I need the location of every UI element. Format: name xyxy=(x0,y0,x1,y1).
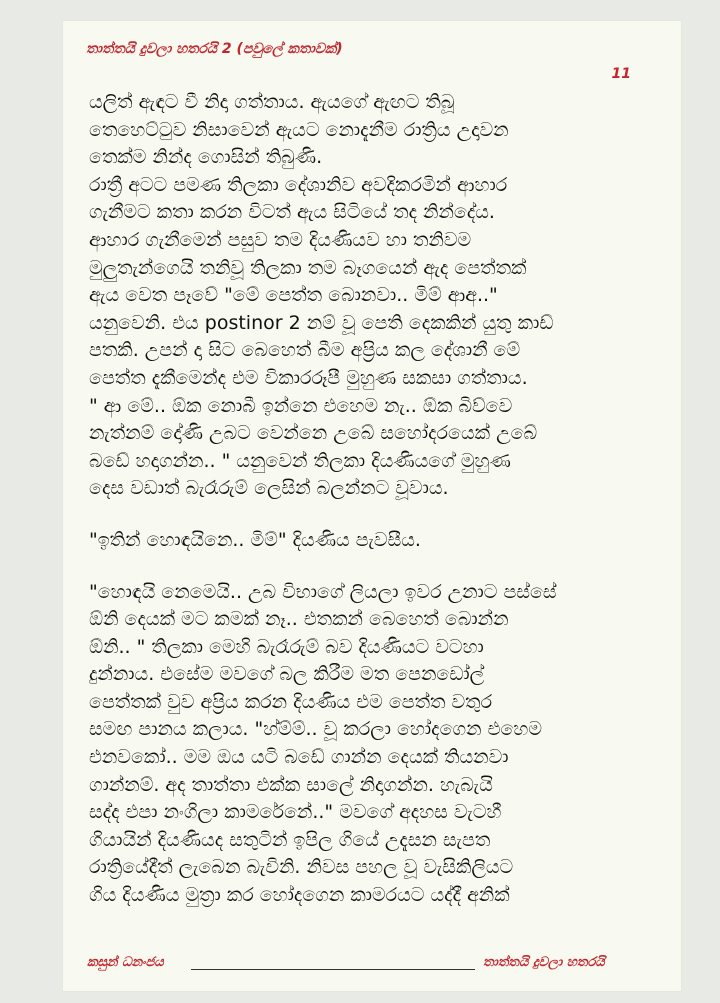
text-line: ඕනි.. " තිලකා මෙහි බැරෑරුම් බව දියණියට වටහා xyxy=(89,635,484,658)
text-line: තෙහෙට්ටුව නිසාවෙන් ඇයට නොදැනීම රාත්‍රිය උදාවන xyxy=(89,118,509,141)
text-line: " ආ මේ.. ඕක නොබී ඉන්නෙ එහෙම නැ.. ඕක බිව්වෙ xyxy=(89,394,513,417)
paragraph xyxy=(89,527,649,555)
paragraph-gap xyxy=(89,503,649,527)
text-line: දෙස වඩාත් බැරෑරුම් ලෙසින් බලන්නට වූවාය. xyxy=(89,477,449,500)
text-line: ගැනීමට කතා කරන විටත් ඇය සිටියේ තද නින්දේය. xyxy=(89,201,495,224)
text-line: යනුවෙනි. එය postinor 2 නම් වූ පෙති දෙකකින් යුතු කාඩ් xyxy=(89,311,554,334)
text-line: සමඟ පානය කලාය. "හ්ම්ම්.. චූ කරලා හෝදගෙන එහෙම xyxy=(89,718,543,741)
text-line: මුලුතැන්ගෙයි තනිවූ තිලකා තම බෑගයෙන් ඇද පෙත්තක් xyxy=(89,256,527,279)
text-line: බඩේ හදාගන්න.. " යනුවෙන් තිලකා දියණියගේ මුහුණ xyxy=(89,449,511,472)
text-line: පතකි. උපන් දා සිට බෙහෙත් බීම අප්‍රිය කල දේශානී මේ xyxy=(89,339,521,362)
text-line: සද්ද එපා නංගිලා කාමරේනේ.." මවගේ අදහස වැටහී xyxy=(89,801,502,824)
text-line: "ඉතින් හොඳයිනෙ.. මිම්" දියණිය පැවසීය. xyxy=(89,528,421,551)
text-line: ගියායින් දියණියද සතුටින් ඉපිල ගියේ උදැසන සැපත xyxy=(89,828,491,851)
text-line: රාත්‍රී අටට පමණ තිලකා දේශානිව අවදිකරමින් ආහාර xyxy=(89,173,508,196)
page-number: 11 xyxy=(611,66,631,82)
story-body xyxy=(89,89,649,910)
footer-rule xyxy=(191,969,475,970)
header-title: තාත්තයි දුවලා හතරයි 2 (පවුලේ කතාවක්) xyxy=(86,41,343,57)
text-line: පෙත්ත දැකීමෙන්ද එම විකාරරූපී මුහුණ සකසා ගත්තාය. xyxy=(89,366,528,389)
text-line: ඕනි දෙයක් මට කමක් නෑ.. එතකන් බෙහෙත් බොන්න xyxy=(89,608,509,631)
text-line: යලිත් ඇඳට වී නිදා ගත්තාය. ඇයගේ ඇඟට තිබූ xyxy=(89,91,455,113)
text-line: දුන්නාය. එසේම මවගේ බල කිරීම මත පෙනඩෝල් xyxy=(89,663,485,686)
document-page xyxy=(62,20,682,992)
text-line: රාත්‍රියේදීත් ලැබෙන බැවිනි. නිවස පහල වූ වැසිකිලියට xyxy=(89,856,514,879)
text-line: පෙත්තක් වුව අප්‍රිය කරන දියණිය එම පෙත්ත වතුර xyxy=(89,690,493,713)
text-line: එනවකෝ.. මම ඔය යටි බඩේ ගාන්න දෙයක් තියනවා xyxy=(89,746,509,769)
footer-author: කසුන් ධනංජය xyxy=(87,955,164,970)
text-line: ගාන්නම්. අද තාත්තා එක්ක සාලේ නිදාගන්න. හැබැයි xyxy=(89,773,493,796)
text-line: තෙක්ම නින්ද ගොසින් තිබුණි. xyxy=(89,146,323,169)
text-line: ආහාර ගැනීමෙන් පසුව තම දියණියව හා තනිවම xyxy=(89,228,472,251)
text-line: "හොඳයි නෙමෙයි.. උබ විභාගේ ලියලා ඉවර උනාට පස්සේ xyxy=(89,580,557,603)
text-line: ඇය වෙත පෑවේ "මේ පෙත්ත බොනවා.. මිම් ආඅ.." xyxy=(89,284,498,307)
footer-book-title: තාත්තයි දුවලා හතරයි xyxy=(483,955,605,970)
paragraph-gap xyxy=(89,555,649,579)
paragraph xyxy=(89,579,649,910)
paragraph xyxy=(89,89,649,503)
text-line: ගිය දියණිය මුත්‍රා කර හෝදගෙන කාමරයට යද්දී අනික් xyxy=(89,884,510,907)
text-line: නැත්නම් දෝණි උබට වෙන්නෙ උබේ සහෝදරයෙක් උබේ xyxy=(89,422,538,445)
